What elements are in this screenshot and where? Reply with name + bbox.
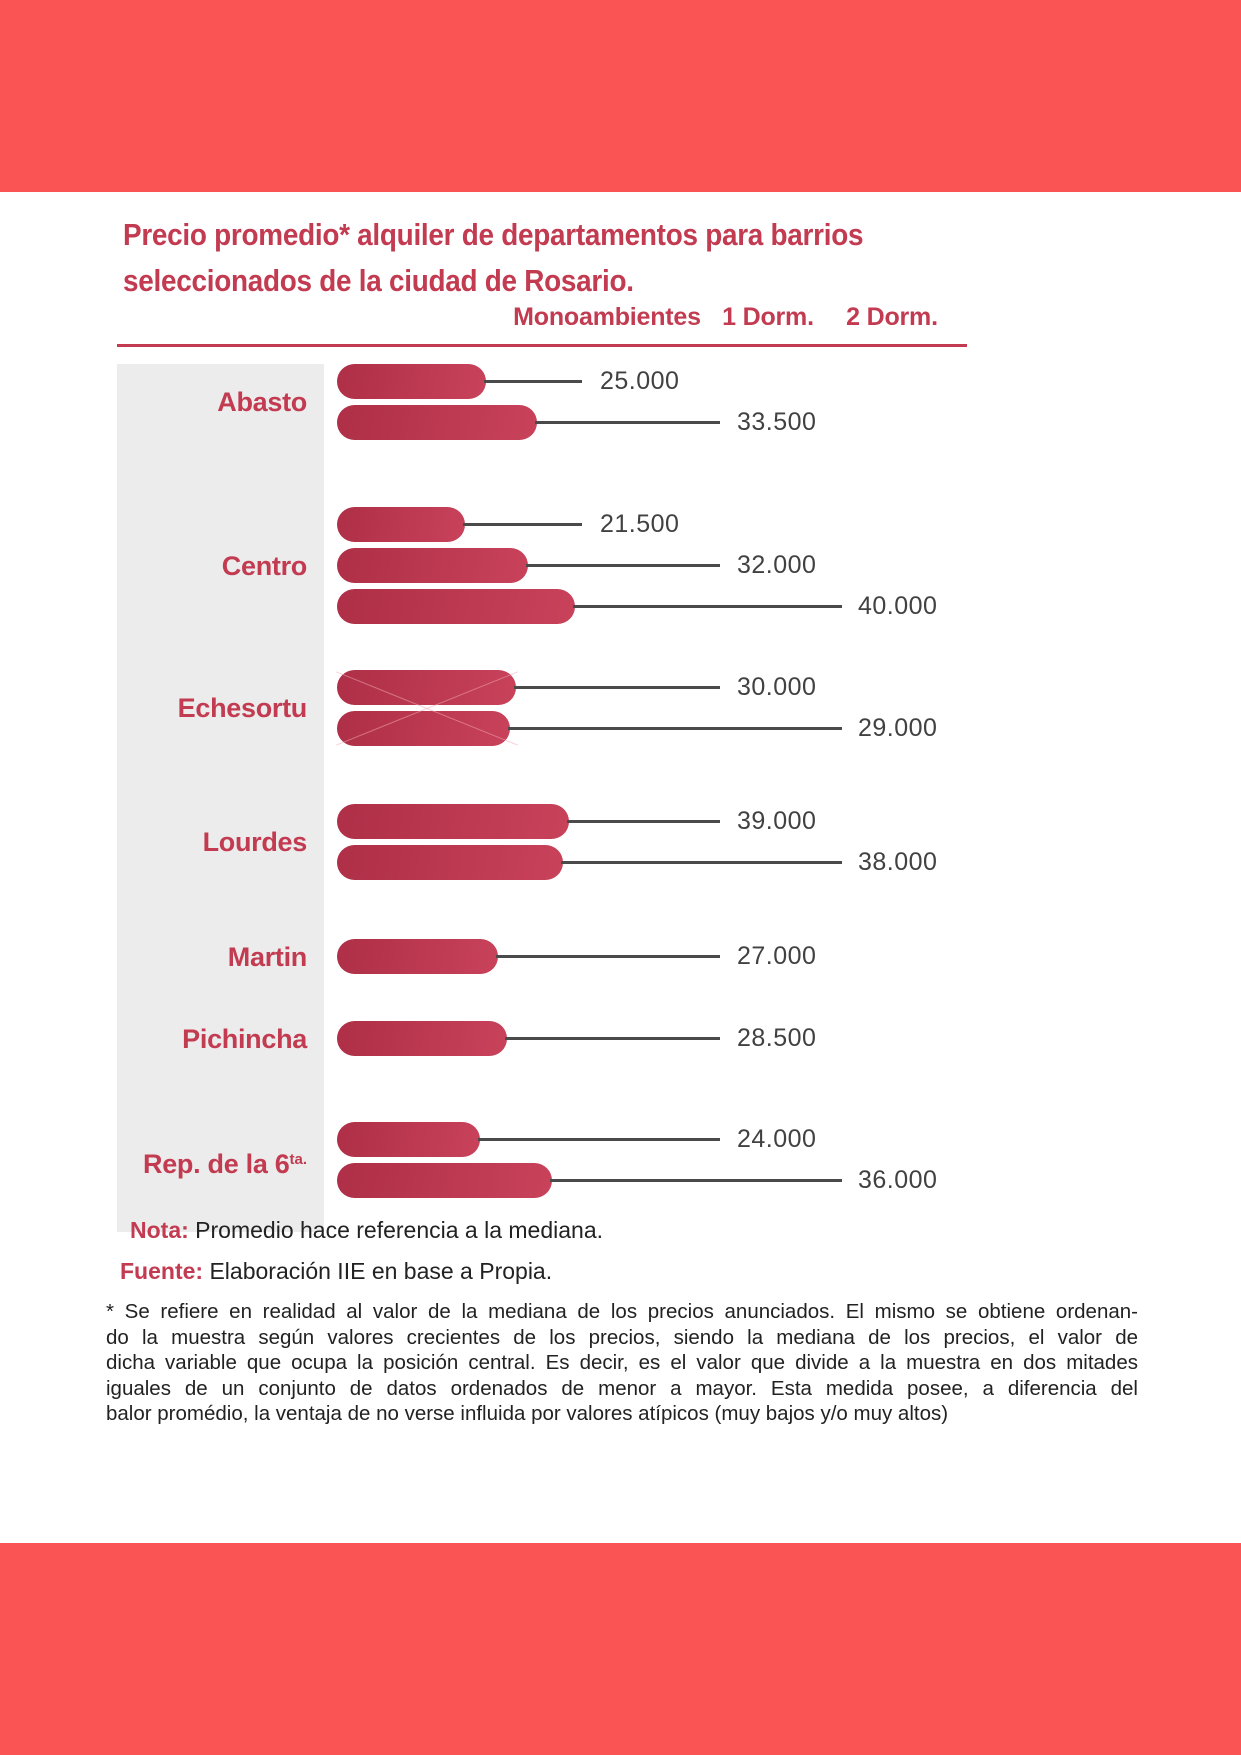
- bar-echesortu-2-dorm: [337, 711, 510, 746]
- note-text: Promedio hace referencia a la mediana.: [195, 1217, 604, 1243]
- value-label-rep-de-la-6-1-dorm: 24.000: [737, 1125, 817, 1153]
- source-text: Elaboración IIE en base a Propia.: [209, 1258, 553, 1284]
- connector-line: [561, 861, 842, 864]
- category-label-abasto: Abasto: [217, 387, 307, 417]
- footnote-line: balor promédio, la ventaja de no verse influida por valores atípicos (muy bajos y/o muy altos): [106, 1402, 949, 1425]
- value-label-pichincha-1-dorm: 28.500: [737, 1024, 817, 1052]
- note-line: [130, 1217, 603, 1244]
- value-label-martin-1-dorm: 27.000: [737, 942, 817, 970]
- bar-rep-de-la-6-2-dorm: [337, 1163, 552, 1198]
- connector-line: [535, 421, 720, 424]
- value-label-lourdes-1-dorm: 39.000: [737, 807, 817, 835]
- connector-line: [567, 820, 720, 823]
- value-label-abasto-1-dorm: 33.500: [737, 408, 817, 436]
- connector-line: [463, 523, 582, 526]
- bar-rep-de-la-6-1-dorm: [337, 1122, 480, 1157]
- connector-line: [505, 1037, 720, 1040]
- connector-line: [526, 564, 720, 567]
- connector-line: [514, 686, 720, 689]
- category-label-pichincha: Pichincha: [182, 1023, 307, 1054]
- value-label-echesortu-1-dorm: 30.000: [737, 673, 817, 701]
- bar-lourdes-2-dorm: [337, 845, 563, 880]
- column-header-1-dorm: 1 Dorm.: [722, 303, 814, 331]
- category-label-rep-de-la-6: Rep. de la $6^{ta.}$: [143, 1149, 307, 1179]
- bar-pichincha-1-dorm: [337, 1021, 507, 1056]
- connector-line: [508, 727, 842, 730]
- bar-centro-monoambientes: [337, 507, 465, 542]
- column-header-monoambientes: Monoambientes: [513, 303, 701, 331]
- bar-martin-1-dorm: [337, 939, 498, 974]
- footnote-line: dicha variable que ocupa la posición central. Es decir, es el valor que divide a la muestra en dos mitades: [106, 1351, 1138, 1374]
- value-label-lourdes-2-dorm: 38.000: [858, 848, 938, 876]
- value-label-echesortu-2-dorm: 29.000: [858, 714, 938, 742]
- footnote-paragraph: [106, 1299, 1138, 1427]
- value-label-centro-monoambientes: 21.500: [600, 510, 680, 538]
- source-label: Fuente:: [120, 1258, 204, 1284]
- footnote-line: * Se refiere en realidad al valor de la mediana de los precios anunciados. El mismo se obtiene ordenan-: [106, 1300, 1138, 1323]
- value-label-abasto-monoambientes: 25.000: [600, 367, 680, 395]
- bar-lourdes-1-dorm: [337, 804, 569, 839]
- bar-centro-2-dorm: [337, 589, 575, 624]
- column-header-2-dorm: 2 Dorm.: [846, 303, 938, 331]
- value-label-centro-1-dorm: 32.000: [737, 551, 817, 579]
- bar-abasto-monoambientes: [337, 364, 486, 399]
- bar-centro-1-dorm: [337, 548, 528, 583]
- header-underline: [117, 344, 967, 347]
- figure-title: [123, 212, 863, 304]
- connector-line: [496, 955, 720, 958]
- category-label-centro: Centro: [221, 550, 307, 581]
- bar-echesortu-1-dorm: [337, 670, 516, 705]
- category-panel: [117, 364, 324, 1232]
- figure-title-line-2: seleccionados de la ciudad de Rosario.: [123, 263, 634, 298]
- connector-line: [573, 605, 842, 608]
- category-label-martin: Martin: [227, 941, 307, 972]
- note-label: Nota:: [130, 1217, 189, 1243]
- footnote-line: iguales de un conjunto de datos ordenados de menor a mayor. Esta medida posee, a diferencia del: [106, 1376, 1138, 1400]
- bar-abasto-1-dorm: [337, 405, 537, 440]
- top-color-band: [0, 0, 1241, 192]
- connector-line: [484, 380, 582, 383]
- category-label-echesortu: Echesortu: [177, 693, 307, 723]
- footnote-line: do la muestra según valores crecientes de los precios, siendo la mediana de los precios, el valor de: [106, 1325, 1138, 1349]
- figure-title-line-1: Precio promedio* alquiler de departamentos para barrios: [123, 217, 864, 252]
- connector-line: [550, 1179, 842, 1182]
- connector-line: [478, 1138, 720, 1141]
- category-label-lourdes: Lourdes: [202, 827, 307, 857]
- value-label-centro-2-dorm: 40.000: [858, 592, 938, 620]
- source-line: [120, 1258, 552, 1285]
- bottom-color-band: [0, 1543, 1241, 1755]
- value-label-rep-de-la-6-2-dorm: 36.000: [858, 1166, 938, 1194]
